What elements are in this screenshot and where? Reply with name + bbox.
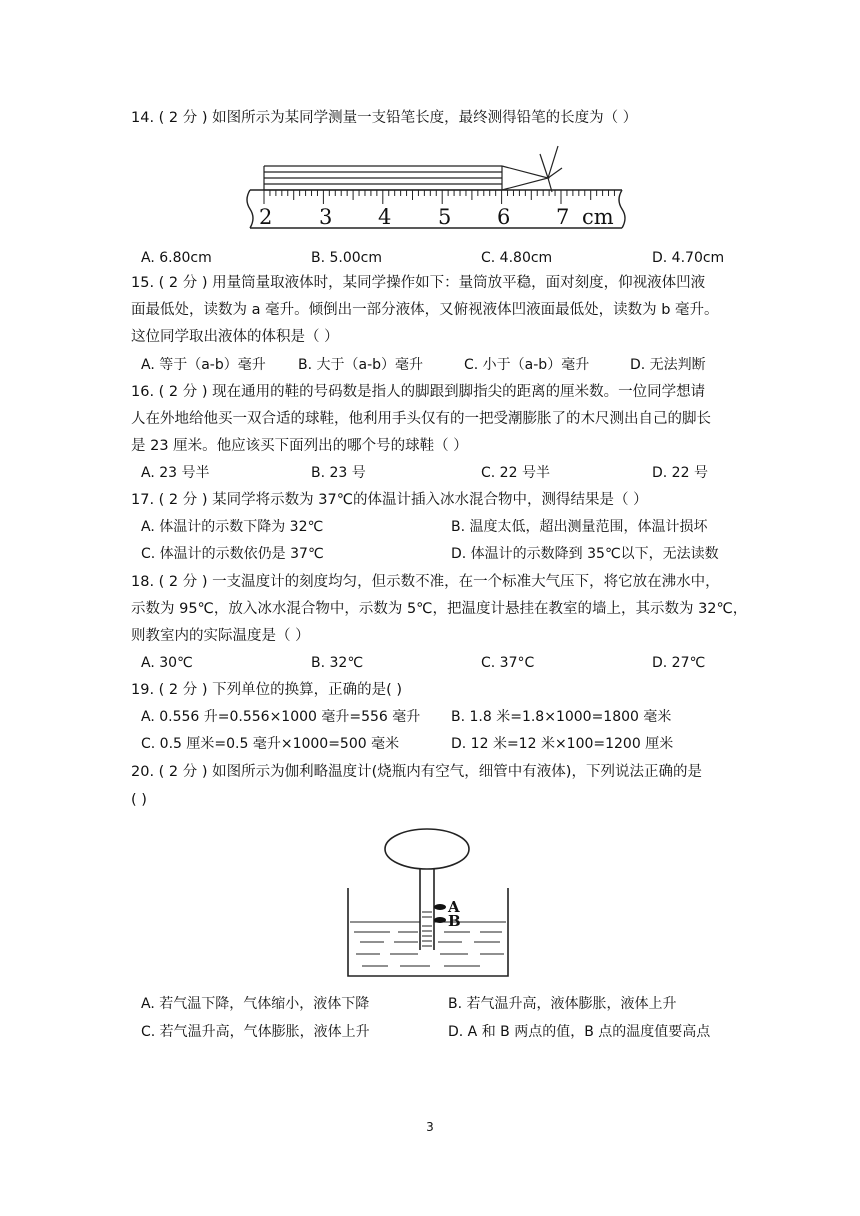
q19-option-c[interactable]: C. 0.5 厘米=0.5 毫升×1000=500 毫米: [141, 736, 400, 752]
question-20-stem-2: ( ): [131, 792, 147, 808]
question-18-stem-2: 示数为 95℃，放入冰水混合物中，示数为 5℃，把温度计悬挂在教室的墙上，其示数为 32℃，: [131, 601, 748, 617]
flask-bulb: [385, 829, 469, 869]
ruler-pencil-figure: [240, 140, 632, 236]
question-17-stem: 17. ( 2 分 ) 某同学将示数为 37℃的体温计插入冰水混合物中，测得结果是（ ）: [131, 492, 648, 508]
question-19-stem: 19. ( 2 分 ) 下列单位的换算，正确的是( ): [131, 682, 403, 698]
ruler-ticks: [264, 190, 614, 204]
q19-option-b[interactable]: B. 1.8 米=1.8×1000=1800 毫米: [451, 709, 672, 725]
question-20-stem-1: 20. ( 2 分 ) 如图所示为伽利略温度计(烧瓶内有空气，细管中有液体)，下列说法正确的是: [131, 764, 702, 780]
question-18-stem-1: 18. ( 2 分 ) 一支温度计的刻度均匀，但示数不准，在一个标准大气压下，将它放在沸水中，: [131, 574, 720, 590]
q18-option-c[interactable]: C. 37°C: [481, 655, 535, 671]
question-15-stem-3: 这位同学取出液体的体积是（ ）: [131, 329, 339, 345]
q17-option-a[interactable]: A. 体温计的示数下降为 32℃: [141, 519, 324, 535]
question-16-stem-2: 人在外地给他买一双合适的球鞋，他利用手头仅有的一把受潮膨胀了的木尺测出自己的脚长: [131, 411, 711, 427]
q18-option-d[interactable]: D. 27℃: [652, 655, 706, 671]
q15-option-b[interactable]: B. 大于（a-b）毫升: [298, 357, 424, 373]
question-16-stem-1: 16. ( 2 分 ) 现在通用的鞋的号码数是指人的脚跟到脚指尖的距离的厘米数。一位同学想请: [131, 384, 706, 400]
q20-option-a[interactable]: A. 若气温下降，气体缩小，液体下降: [141, 996, 370, 1012]
ruler-number-2: 2: [259, 205, 273, 229]
q14-option-b[interactable]: B. 5.00cm: [311, 250, 383, 266]
question-18-stem-3: 则教室内的实际温度是（ ）: [131, 628, 310, 644]
question-16-stem-3: 是 23 厘米。他应该买下面列出的哪个号的球鞋（ ）: [131, 438, 468, 454]
q20-option-c[interactable]: C. 若气温升高，气体膨胀，液体上升: [141, 1024, 370, 1040]
tube-liquid: [422, 912, 432, 946]
q15-option-a[interactable]: A. 等于（a-b）毫升: [141, 357, 266, 373]
q18-option-b[interactable]: B. 32℃: [311, 655, 364, 671]
point-b-label: B: [448, 912, 461, 930]
ruler-number-6: 6: [497, 205, 511, 229]
q16-option-b[interactable]: B. 23 号: [311, 465, 366, 481]
q20-option-b[interactable]: B. 若气温升高，液体膨胀，液体上升: [448, 996, 677, 1012]
point-b-marker: [434, 917, 446, 923]
ruler-unit: cm: [582, 205, 614, 229]
pencil: [264, 146, 562, 192]
q20-option-d[interactable]: D. A 和 B 两点的值，B 点的温度值要高点: [448, 1024, 711, 1040]
q17-option-c[interactable]: C. 体温计的示数依仍是 37℃: [141, 546, 324, 562]
liquid-lines: [350, 922, 506, 966]
question-15-stem-2: 面最低处，读数为 a 毫升。倾倒出一部分液体，又俯视液体凹液面最低处，读数为 b 毫升。: [131, 302, 719, 318]
q14-option-d[interactable]: D. 4.70cm: [652, 250, 725, 266]
ruler-number-3: 3: [319, 205, 333, 229]
question-14-stem: 14. ( 2 分 ) 如图所示为某同学测量一支铅笔长度，最终测得铅笔的长度为（ ）: [131, 110, 638, 126]
q19-option-d[interactable]: D. 12 米=12 米×100=1200 厘米: [451, 736, 674, 752]
galileo-thermometer-figure: [340, 818, 520, 982]
q16-option-c[interactable]: C. 22 号半: [481, 465, 550, 481]
q17-option-d[interactable]: D. 体温计的示数降到 35℃以下，无法读数: [451, 546, 719, 562]
q19-option-a[interactable]: A. 0.556 升=0.556×1000 毫升=556 毫升: [141, 709, 421, 725]
question-15-stem-1: 15. ( 2 分 ) 用量筒量取液体时，某同学操作如下：量筒放平稳，面对刻度，仰视液体凹液: [131, 275, 706, 291]
ruler-number-5: 5: [438, 205, 452, 229]
q15-option-d[interactable]: D. 无法判断: [630, 357, 706, 373]
q18-option-a[interactable]: A. 30℃: [141, 655, 193, 671]
ruler-number-4: 4: [378, 205, 392, 229]
q16-option-d[interactable]: D. 22 号: [652, 465, 708, 481]
q14-option-c[interactable]: C. 4.80cm: [481, 250, 553, 266]
q14-option-a[interactable]: A. 6.80cm: [141, 250, 212, 266]
point-a-label: A: [448, 898, 460, 916]
q15-option-c[interactable]: C. 小于（a-b）毫升: [464, 357, 590, 373]
page-number: 3: [426, 1120, 434, 1134]
ruler-numbers: [259, 205, 614, 229]
ruler-number-7: 7: [556, 205, 570, 229]
point-a-marker: [434, 904, 446, 910]
q16-option-a[interactable]: A. 23 号半: [141, 465, 210, 481]
q17-option-b[interactable]: B. 温度太低，超出测量范围，体温计损坏: [451, 519, 708, 535]
